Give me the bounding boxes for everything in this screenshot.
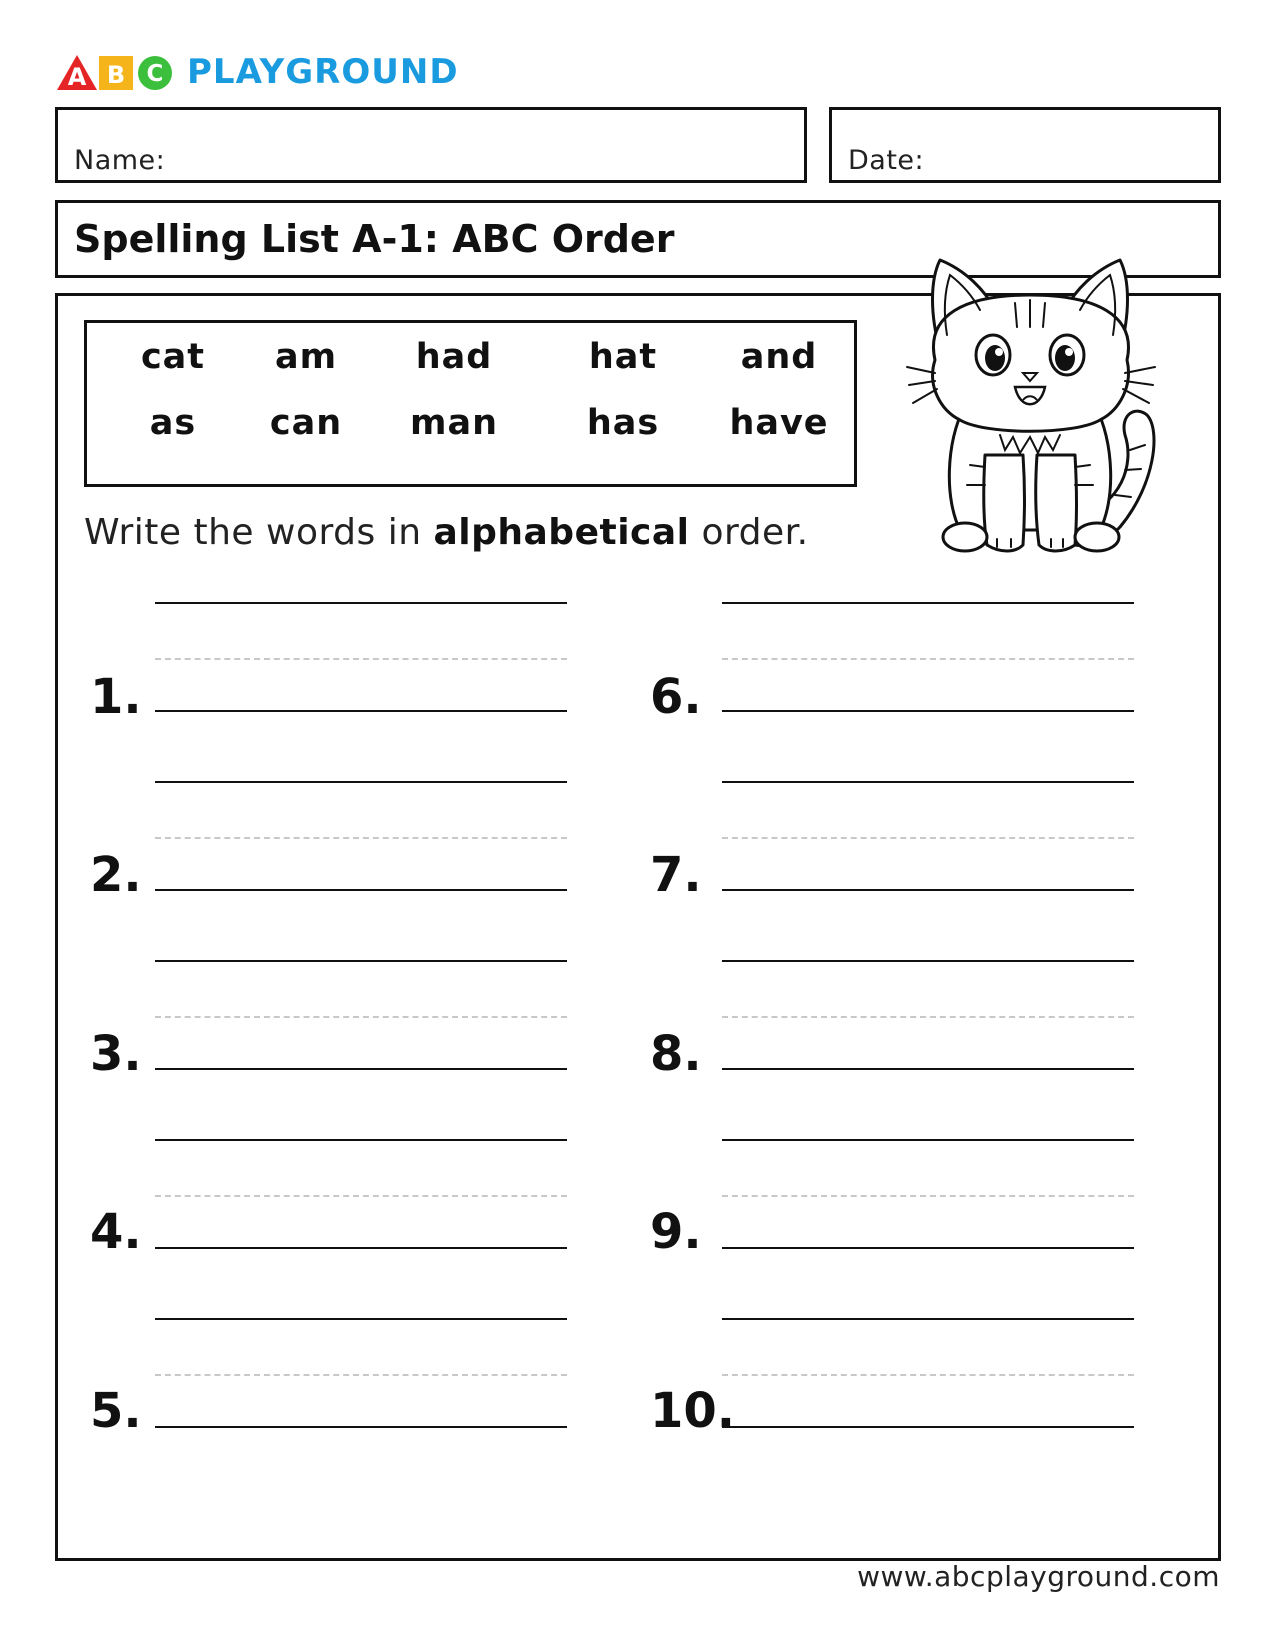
base-line [155, 1426, 567, 1428]
answer-number: 8. [650, 1026, 702, 1082]
base-line [722, 1068, 1134, 1070]
answer-number: 2. [90, 847, 142, 903]
instruction-after: order. [689, 512, 809, 553]
logo-letter-a: A [67, 63, 87, 91]
word-bank-word: cat [140, 337, 206, 377]
answer-number: 5. [90, 1383, 142, 1439]
answer-number: 7. [650, 847, 702, 903]
answer-number: 3. [90, 1026, 142, 1082]
date-label: Date: [848, 145, 925, 176]
mid-guide-line [722, 1016, 1134, 1018]
mid-guide-line [722, 1195, 1134, 1197]
mid-guide-line [722, 658, 1134, 660]
top-guide-line [155, 781, 567, 783]
date-field[interactable] [829, 107, 1221, 183]
instruction-text [84, 512, 809, 553]
answer-number: 4. [90, 1204, 142, 1260]
base-line [155, 1068, 567, 1070]
mid-guide-line [722, 837, 1134, 839]
top-guide-line [722, 960, 1134, 962]
abc-logo-letters-icon [55, 52, 181, 92]
base-line [155, 1247, 567, 1249]
name-label: Name: [74, 145, 166, 176]
word-bank-word: had [415, 337, 493, 377]
answer-number: 9. [650, 1204, 702, 1260]
base-line [722, 710, 1134, 712]
top-guide-line [722, 1139, 1134, 1141]
name-field[interactable] [55, 107, 807, 183]
base-line [155, 710, 567, 712]
top-guide-line [722, 781, 1134, 783]
mid-guide-line [722, 1374, 1134, 1376]
word-bank-word: can [269, 403, 343, 443]
top-guide-line [722, 602, 1134, 604]
mid-guide-line [155, 1195, 567, 1197]
base-line [722, 889, 1134, 891]
mid-guide-line [155, 1374, 567, 1376]
worksheet-title: Spelling List A-1: ABC Order [74, 217, 675, 261]
word-bank-word: and [740, 337, 818, 377]
logo-letter-b: B [106, 61, 126, 89]
word-bank-word: as [149, 403, 197, 443]
logo-letter-c: C [146, 61, 164, 87]
mid-guide-line [155, 837, 567, 839]
top-guide-line [155, 1318, 567, 1320]
instruction-before: Write the words in [84, 512, 434, 553]
word-bank-word: man [409, 403, 498, 443]
top-guide-line [155, 960, 567, 962]
logo-wordmark: PLAYGROUND [187, 52, 459, 92]
answer-number: 1. [90, 669, 142, 725]
instruction-bold: alphabetical [433, 512, 690, 553]
mid-guide-line [155, 1016, 567, 1018]
answer-number: 10. [650, 1383, 736, 1439]
word-bank-word: am [274, 337, 338, 377]
base-line [722, 1247, 1134, 1249]
base-line [155, 889, 567, 891]
top-guide-line [722, 1318, 1134, 1320]
word-bank-word: hat [588, 337, 658, 377]
word-bank-word: have [729, 403, 829, 443]
abc-playground-logo [55, 52, 459, 92]
footer-url[interactable]: www.abcplayground.com [857, 1560, 1220, 1593]
cat-icon [905, 255, 1175, 575]
word-bank [84, 320, 857, 487]
top-guide-line [155, 1139, 567, 1141]
mid-guide-line [155, 658, 567, 660]
base-line [722, 1426, 1134, 1428]
answer-number: 6. [650, 669, 702, 725]
top-guide-line [155, 602, 567, 604]
word-bank-word: has [586, 403, 660, 443]
